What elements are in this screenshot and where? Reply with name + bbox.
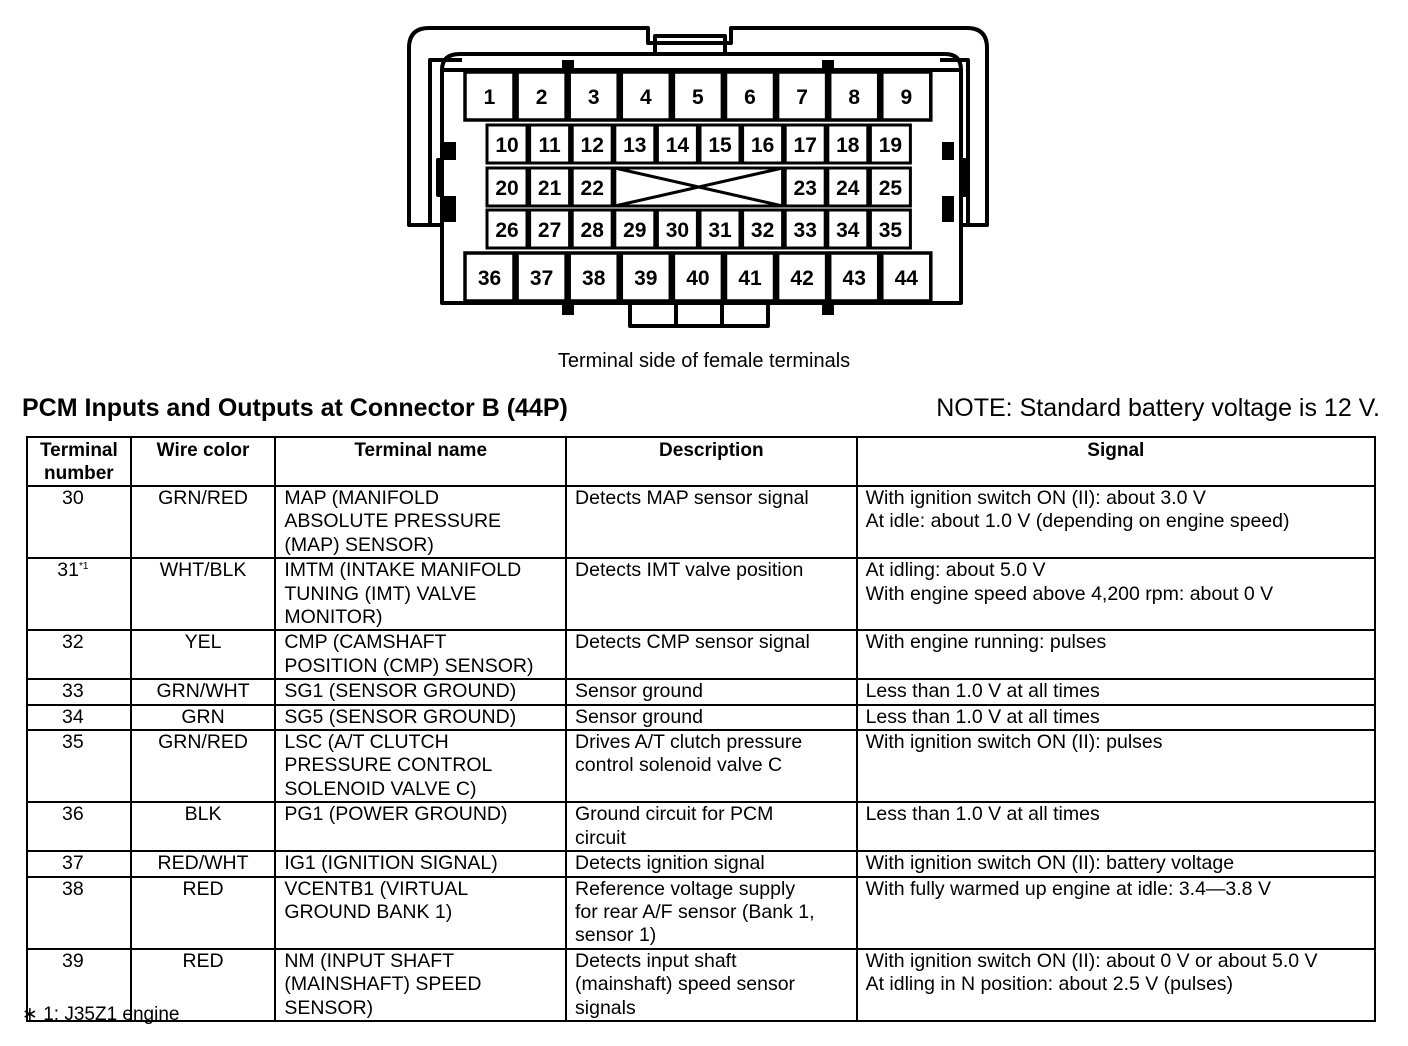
- terminal-number: 37: [62, 852, 84, 875]
- cell-signal-line: With ignition switch ON (II): battery voltage: [865, 852, 1235, 875]
- pin-2: [517, 72, 566, 120]
- pin-label: 11: [538, 134, 561, 157]
- pin-label: 17: [793, 134, 817, 157]
- cell-terminal-name: [275, 949, 566, 1021]
- table-row: [27, 877, 1375, 949]
- pin-label: 44: [894, 267, 918, 290]
- cell-terminal-name-line: PG1 (POWER GROUND): [284, 803, 508, 826]
- pin-32: [743, 210, 783, 248]
- cell-terminal-name-line: SENSOR): [284, 996, 374, 1019]
- cell-terminal-name: [275, 705, 566, 730]
- cell-description: [566, 630, 857, 679]
- pin-3: [569, 72, 618, 120]
- pin-40: [673, 253, 722, 301]
- cell-description-line: Detects MAP sensor signal: [575, 487, 809, 509]
- cell-description: [566, 851, 857, 876]
- cell-terminal-name-line: NM (INPUT SHAFT: [284, 949, 455, 972]
- cell-description-line: circuit: [575, 826, 626, 849]
- table-row: [27, 730, 1375, 802]
- cell-terminal-name: [275, 558, 566, 630]
- pin-13: [615, 125, 655, 163]
- cell-signal-line: With ignition switch ON (II): pulses: [865, 731, 1163, 754]
- cell-description: [566, 802, 857, 851]
- cell-wire-color: YEL: [131, 630, 276, 679]
- pin-label: 16: [750, 134, 775, 157]
- pin-34: [828, 210, 868, 248]
- cell-description-line: signals: [575, 996, 636, 1019]
- cell-description-line: (mainshaft) speed sensor: [575, 973, 796, 996]
- pin-37: [517, 253, 566, 301]
- cell-signal: [857, 730, 1375, 802]
- terminal-number: 30: [62, 487, 84, 509]
- cell-description-line: Sensor ground: [575, 680, 703, 703]
- pin-36: [465, 253, 514, 301]
- table-row: [27, 802, 1375, 851]
- cell-terminal-name-line: PRESSURE CONTROL: [284, 754, 493, 777]
- cell-wire-color: BLK: [131, 802, 276, 851]
- pin-label: 43: [842, 267, 866, 290]
- cell-signal-line: At idle: about 1.0 V (depending on engine speed): [865, 510, 1290, 533]
- cell-signal: [857, 486, 1375, 558]
- connector-caption: Terminal side of female terminals: [557, 350, 851, 372]
- pin-label: 22: [580, 177, 604, 200]
- pin-11: [530, 125, 570, 163]
- table-row: [27, 558, 1375, 630]
- cell-terminal-name-line: CMP (CAMSHAFT: [284, 631, 447, 654]
- pin-30: [657, 210, 697, 248]
- cell-description-line: Ground circuit for PCM: [575, 803, 774, 826]
- pin-label: 35: [878, 219, 903, 242]
- cell-terminal-name: [275, 486, 566, 558]
- pin-label: 40: [686, 267, 710, 290]
- pin-20: [487, 168, 527, 206]
- cell-description-line: Sensor ground: [575, 705, 703, 728]
- cell-description: [566, 730, 857, 802]
- pin-label: 21: [537, 177, 562, 200]
- cell-description-line: Detects IMT valve position: [575, 559, 804, 582]
- cell-terminal-name-line: POSITION (CMP) SENSOR): [284, 654, 534, 677]
- blank-terminal-zone: [615, 168, 783, 206]
- cell-terminal-number: [27, 558, 131, 630]
- cell-signal-line: Less than 1.0 V at all times: [865, 803, 1100, 826]
- cell-signal: [857, 558, 1375, 630]
- cell-signal-line: Less than 1.0 V at all times: [865, 680, 1100, 703]
- cell-signal-line: With engine speed above 4,200 rpm: about 0 V: [865, 582, 1274, 605]
- cell-wire-color: GRN: [131, 705, 276, 730]
- table-header-row: [27, 437, 1375, 486]
- cell-terminal-number: [27, 851, 131, 876]
- pin-35: [870, 210, 910, 248]
- cell-terminal-name-line: TUNING (IMT) VALVE: [284, 582, 477, 605]
- table-row: [27, 851, 1375, 876]
- pin-label: 37: [529, 267, 554, 290]
- cell-terminal-name-line: IMTM (INTAKE MANIFOLD: [284, 559, 522, 582]
- cell-description-line: Detects input shaft: [575, 949, 737, 972]
- cell-description: [566, 486, 857, 558]
- pin-39: [621, 253, 670, 301]
- pin-label: 34: [836, 219, 860, 242]
- pin-label: 13: [623, 134, 647, 157]
- pin-label: 24: [836, 177, 860, 200]
- pin-41: [726, 253, 775, 301]
- cell-wire-color: RED: [131, 949, 276, 1021]
- table-row: [27, 630, 1375, 679]
- cell-wire-color: RED/WHT: [131, 851, 276, 876]
- pin-44: [882, 253, 931, 301]
- cell-description-line: sensor 1): [575, 924, 657, 947]
- pin-label: 6: [744, 86, 756, 109]
- pin-31: [700, 210, 740, 248]
- pin-label: 33: [793, 219, 817, 242]
- footnote-marker: *1: [79, 561, 89, 573]
- cell-signal-line: At idling: about 5.0 V: [865, 559, 1046, 582]
- cell-terminal-name-line: GROUND BANK 1): [284, 900, 453, 923]
- cell-signal: [857, 877, 1375, 949]
- pin-42: [778, 253, 827, 301]
- cell-description: [566, 877, 857, 949]
- cell-terminal-name-line: LSC (A/T CLUTCH: [284, 731, 449, 754]
- pin-label: 19: [878, 134, 903, 157]
- cell-terminal-name-line: SG1 (SENSOR GROUND): [284, 680, 517, 703]
- cell-terminal-name: [275, 630, 566, 679]
- footnote: ∗ 1: J35Z1 engine: [22, 1004, 180, 1025]
- cell-terminal-number: [27, 630, 131, 679]
- pin-label: 2: [535, 86, 548, 109]
- cell-terminal-name: [275, 730, 566, 802]
- header-signal: Signal: [857, 437, 1375, 486]
- pin-25: [870, 168, 910, 206]
- pin-label: 41: [738, 267, 762, 290]
- cell-terminal-name: [275, 679, 566, 704]
- cell-signal-line: At idling in N position: about 2.5 V (pulses): [865, 973, 1234, 996]
- cell-terminal-name-line: MAP (MANIFOLD: [284, 487, 439, 509]
- cell-signal: [857, 705, 1375, 730]
- cell-terminal-name: [275, 851, 566, 876]
- cell-wire-color: GRN/WHT: [131, 679, 276, 704]
- pin-label: 31: [708, 219, 732, 242]
- pin-label: 4: [639, 86, 652, 109]
- pin-33: [785, 210, 825, 248]
- pin-29: [615, 210, 655, 248]
- cell-terminal-name-line: ABSOLUTE PRESSURE: [284, 510, 502, 533]
- cell-description-line: for rear A/F sensor (Bank 1,: [575, 900, 815, 923]
- pin-4: [621, 72, 670, 120]
- cell-wire-color: GRN/RED: [131, 730, 276, 802]
- cell-terminal-name-line: SG5 (SENSOR GROUND): [284, 705, 517, 728]
- header-wire-color: Wire color: [131, 437, 276, 486]
- pin-label: 32: [750, 219, 775, 242]
- terminal-number: 38: [62, 877, 84, 900]
- pin-label: 1: [483, 86, 496, 109]
- terminal-number: 35: [62, 731, 84, 754]
- pin-24: [828, 168, 868, 206]
- cell-terminal-name: [275, 802, 566, 851]
- cell-signal-line: With ignition switch ON (II): about 0 V or about 5.0 V: [865, 949, 1318, 972]
- cell-description: [566, 705, 857, 730]
- cell-terminal-number: [27, 705, 131, 730]
- terminal-number: 32: [62, 631, 84, 654]
- terminal-number: 39: [62, 949, 84, 972]
- terminal-number: 36: [62, 803, 84, 826]
- pin-15: [700, 125, 740, 163]
- table-row: [27, 705, 1375, 730]
- pin-19: [870, 125, 910, 163]
- pin-label: 42: [790, 267, 814, 290]
- pin-43: [830, 253, 879, 301]
- pin-label: 5: [692, 86, 704, 109]
- pin-label: 27: [537, 219, 562, 242]
- pin-label: 28: [580, 219, 604, 242]
- pin-label: 15: [708, 134, 732, 157]
- cell-terminal-number: [27, 486, 131, 558]
- pin-label: 26: [495, 219, 519, 242]
- pin-label: 7: [796, 86, 808, 109]
- cell-description: [566, 558, 857, 630]
- pin-label: 8: [848, 86, 861, 109]
- pin-12: [572, 125, 612, 163]
- cell-description-line: control solenoid valve C: [575, 754, 783, 777]
- cell-terminal-number: [27, 877, 131, 949]
- cell-terminal-name-line: SOLENOID VALVE C): [284, 777, 477, 800]
- cell-description-line: Detects CMP sensor signal: [575, 631, 810, 654]
- pin-1: [465, 72, 514, 120]
- pin-label: 20: [495, 177, 519, 200]
- cell-terminal-number: [27, 679, 131, 704]
- pin-14: [657, 125, 697, 163]
- cell-terminal-name-line: VCENTB1 (VIRTUAL: [284, 877, 469, 900]
- pin-27: [530, 210, 570, 248]
- pin-label: 23: [793, 177, 817, 200]
- pin-8: [830, 72, 879, 120]
- pin-17: [785, 125, 825, 163]
- pin-38: [569, 253, 618, 301]
- pin-6: [726, 72, 775, 120]
- pin-label: 10: [495, 134, 519, 157]
- pin-label: 3: [587, 86, 600, 109]
- pin-label: 12: [580, 134, 604, 157]
- pin-label: 29: [623, 219, 647, 242]
- pin-label: 39: [634, 267, 658, 290]
- cell-signal: [857, 679, 1375, 704]
- cell-terminal-name-line: IG1 (IGNITION SIGNAL): [284, 852, 498, 875]
- cell-signal-line: With fully warmed up engine at idle: 3.4—3.8 V: [865, 877, 1271, 900]
- cell-signal-line: With engine running: pulses: [865, 631, 1107, 654]
- table-row: [27, 949, 1375, 1021]
- pin-label: 36: [477, 267, 502, 290]
- cell-terminal-name-line: (MAINSHAFT) SPEED: [284, 973, 482, 996]
- pin-28: [572, 210, 612, 248]
- pin-16: [743, 125, 783, 163]
- pin-label: 9: [900, 86, 913, 109]
- cell-description: [566, 679, 857, 704]
- cell-terminal-number: [27, 802, 131, 851]
- cell-wire-color: GRN/RED: [131, 486, 276, 558]
- connector-diagram: [0, 0, 1408, 345]
- terminal-number: 31: [57, 559, 79, 582]
- page-title: PCM Inputs and Outputs at Connector B (44P): [22, 394, 568, 422]
- pin-label: 25: [878, 177, 903, 200]
- cell-signal-line: With ignition switch ON (II): about 3.0 V: [865, 487, 1206, 509]
- terminal-number: 33: [62, 680, 84, 703]
- pin-label: 14: [665, 134, 690, 157]
- cell-terminal-number: [27, 730, 131, 802]
- cell-description: [566, 949, 857, 1021]
- pin-21: [530, 168, 570, 206]
- cell-terminal-name-line: MONITOR): [284, 606, 383, 629]
- table-row: [27, 486, 1375, 558]
- pin-label: 30: [665, 219, 690, 242]
- cell-wire-color: RED: [131, 877, 276, 949]
- cell-wire-color: WHT/BLK: [131, 558, 276, 630]
- note-text: NOTE: Standard battery voltage is 12 V.: [936, 394, 1380, 422]
- pin-9: [882, 72, 931, 120]
- pin-22: [572, 168, 612, 206]
- cell-description-line: Detects ignition signal: [575, 852, 765, 875]
- cell-signal: [857, 949, 1375, 1021]
- pin-7: [778, 72, 827, 120]
- pin-26: [487, 210, 527, 248]
- pin-label: 18: [836, 134, 860, 157]
- pin-label: 38: [582, 267, 606, 290]
- pin-5: [673, 72, 722, 120]
- header-description: Description: [566, 437, 857, 486]
- header-terminal-name: Terminal name: [275, 437, 566, 486]
- header-terminal-number: Terminal number: [27, 437, 131, 486]
- cell-signal: [857, 630, 1375, 679]
- pin-10: [487, 125, 527, 163]
- pin-18: [828, 125, 868, 163]
- cell-signal: [857, 851, 1375, 876]
- table-row: [27, 679, 1375, 704]
- cell-description-line: Reference voltage supply: [575, 877, 796, 900]
- cell-signal-line: Less than 1.0 V at all times: [865, 705, 1100, 728]
- pin-23: [785, 168, 825, 206]
- pcm-io-table: [26, 436, 1376, 1022]
- cell-signal: [857, 802, 1375, 851]
- cell-description-line: Drives A/T clutch pressure: [575, 731, 803, 754]
- cell-terminal-name: [275, 877, 566, 949]
- cell-terminal-name-line: (MAP) SENSOR): [284, 533, 434, 556]
- terminal-number: 34: [62, 705, 84, 728]
